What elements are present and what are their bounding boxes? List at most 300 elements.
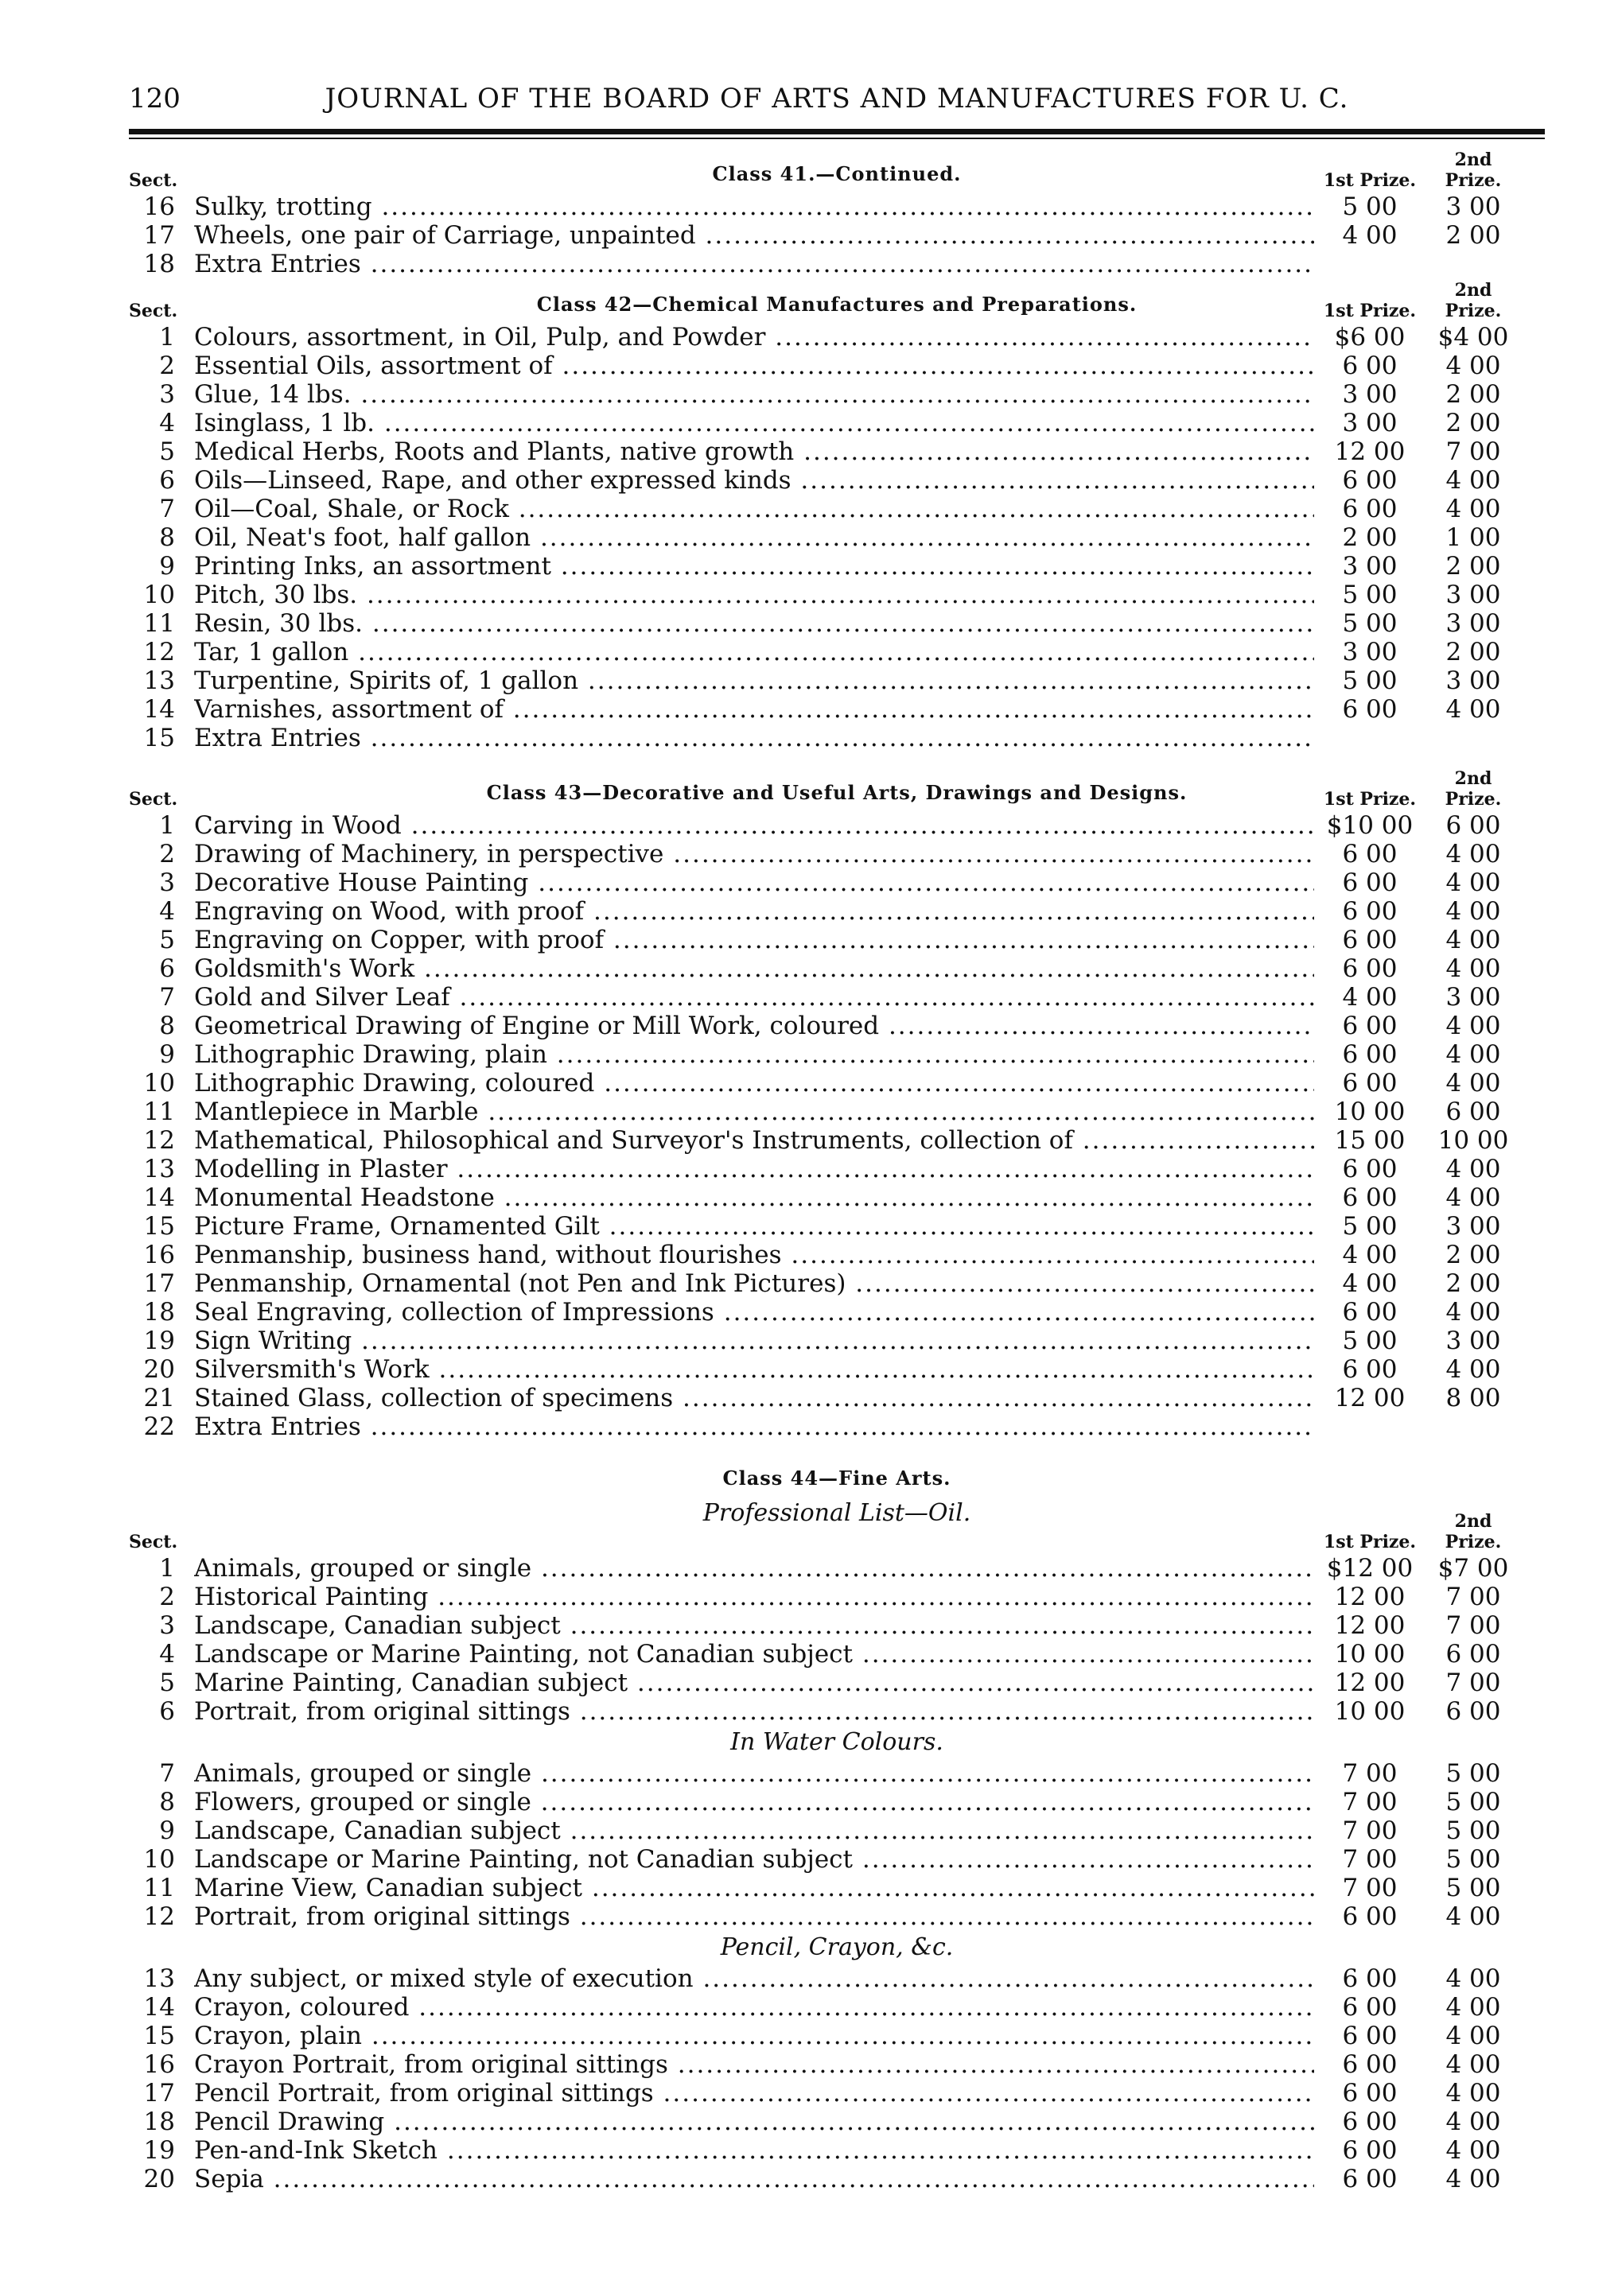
second-prize-amount: 5 00: [1445, 1816, 1501, 1845]
second-prize-column-label: 2nd Prize.: [1445, 1511, 1502, 1552]
second-prize-amount: 3 00: [1445, 581, 1501, 609]
section-number: 15: [143, 724, 175, 752]
entry-name: Turpentine, Spirits of, 1 gallon .....: [194, 666, 1314, 695]
second-prize-amount: 5 00: [1445, 1759, 1501, 1788]
first-prize-amount: 6 00: [1342, 2079, 1398, 2108]
list-item: [129, 1611, 1545, 1640]
class-title: Class 42—Chemical Manufactures and Preparations.: [536, 293, 1138, 316]
second-prize-amount: 3 00: [1445, 1327, 1501, 1355]
section-number: 13: [143, 1155, 175, 1183]
second-prize-amount: 3 00: [1445, 609, 1501, 638]
entry-name: Sulky, trotting .....: [194, 192, 1314, 221]
entry-name: Landscape, Canadian subject .....: [194, 1816, 1314, 1845]
list-item: [129, 811, 1545, 840]
sect-column-label: Sect.: [129, 170, 178, 191]
second-prize-amount: 7 00: [1445, 437, 1501, 466]
second-prize-amount: 6 00: [1445, 1640, 1501, 1669]
list-item: [129, 1964, 1545, 1993]
first-prize-column-label: 1st Prize.: [1323, 1532, 1417, 1552]
section-number: 6: [159, 466, 175, 495]
section-number: 17: [143, 2079, 175, 2108]
section-number: 9: [159, 1040, 175, 1069]
list-item: [129, 2136, 1545, 2165]
first-prize-amount: 4 00: [1342, 983, 1398, 1012]
list-item: [129, 1241, 1545, 1269]
section-number: 15: [143, 2022, 175, 2050]
first-prize-amount: 4 00: [1342, 1241, 1398, 1269]
section-number: 10: [143, 581, 175, 609]
section-number: 4: [159, 1640, 175, 1669]
list-item: [129, 192, 1545, 221]
list-item: [129, 495, 1545, 523]
section-number: 8: [159, 1012, 175, 1040]
list-item: [129, 1412, 1545, 1441]
entry-name: Oils—Linseed, Rape, and other expressed kinds .....: [194, 466, 1314, 495]
sect-column-label: Sect.: [129, 789, 178, 810]
section-number: 17: [143, 221, 175, 250]
second-prize-amount: 4 00: [1445, 2050, 1501, 2079]
second-prize-amount: 2 00: [1445, 1269, 1501, 1298]
first-prize-amount: 6 00: [1342, 1012, 1398, 1040]
second-prize-amount: 4 00: [1445, 495, 1501, 523]
second-prize-amount: 4 00: [1445, 2022, 1501, 2050]
entry-name: Isinglass, 1 lb. .....: [194, 409, 1314, 437]
list-item: [129, 1993, 1545, 2022]
section-header: [129, 150, 1545, 192]
first-prize-amount: 5 00: [1342, 192, 1398, 221]
first-prize-amount: 6 00: [1342, 495, 1398, 523]
list-item: [129, 1816, 1545, 1845]
second-prize-amount: 7 00: [1445, 1583, 1501, 1611]
second-prize-amount: 3 00: [1445, 983, 1501, 1012]
second-prize-amount: 4 00: [1445, 954, 1501, 983]
second-prize-amount: $4 00: [1437, 323, 1509, 352]
first-prize-amount: 6 00: [1342, 466, 1398, 495]
entry-name: Modelling in Plaster .....: [194, 1155, 1314, 1183]
list-item: [129, 1040, 1545, 1069]
section-number: 13: [143, 666, 175, 695]
first-prize-amount: 6 00: [1342, 1183, 1398, 1212]
entry-name: Landscape or Marine Painting, not Canadian subject .....: [194, 1640, 1314, 1669]
first-prize-amount: 3 00: [1342, 638, 1398, 666]
first-prize-column-label: 1st Prize.: [1323, 789, 1417, 810]
section-number: 13: [143, 1964, 175, 1993]
list-item: [129, 1902, 1545, 1931]
list-item: [129, 2022, 1545, 2050]
running-header: [129, 78, 1545, 118]
first-prize-amount: $10 00: [1326, 811, 1414, 840]
entry-name: Extra Entries .....: [194, 724, 1314, 752]
first-prize-amount: 5 00: [1342, 1327, 1398, 1355]
section-header: [129, 280, 1545, 323]
second-prize-amount: 4 00: [1445, 868, 1501, 897]
entry-name: Crayon, coloured .....: [194, 1993, 1314, 2022]
entry-name: Goldsmith's Work .....: [194, 954, 1314, 983]
list-item: [129, 2079, 1545, 2108]
second-prize-amount: 4 00: [1445, 352, 1501, 380]
second-prize-amount: 8 00: [1445, 1384, 1501, 1412]
list-item: [129, 409, 1545, 437]
first-prize-amount: 4 00: [1342, 1269, 1398, 1298]
first-prize-amount: 6 00: [1342, 2022, 1398, 2050]
second-prize-amount: 7 00: [1445, 1669, 1501, 1697]
class-42-section: [129, 280, 1545, 752]
entry-name: Any subject, or mixed style of execution .....: [194, 1964, 1314, 1993]
section-number: 1: [159, 323, 175, 352]
entry-name: Resin, 30 lbs. .....: [194, 609, 1314, 638]
section-number: 2: [159, 352, 175, 380]
second-prize-amount: 4 00: [1445, 897, 1501, 926]
entry-name: Flowers, grouped or single .....: [194, 1788, 1314, 1816]
first-prize-amount: 15 00: [1334, 1126, 1406, 1155]
section-number: 16: [143, 2050, 175, 2079]
list-item: [129, 954, 1545, 983]
entry-name: Picture Frame, Ornamented Gilt .....: [194, 1212, 1314, 1241]
section-number: 14: [143, 695, 175, 724]
list-item: [129, 352, 1545, 380]
list-item: [129, 221, 1545, 250]
first-prize-amount: 6 00: [1342, 1069, 1398, 1097]
entry-name: Tar, 1 gallon .....: [194, 638, 1314, 666]
list-item: [129, 1155, 1545, 1183]
section-number: 19: [143, 1327, 175, 1355]
first-prize-amount: 7 00: [1342, 1816, 1398, 1845]
list-item: [129, 1126, 1545, 1155]
second-prize-amount: 6 00: [1445, 1697, 1501, 1726]
section-number: 12: [143, 1902, 175, 1931]
first-prize-amount: 10 00: [1334, 1697, 1406, 1726]
entry-name: Decorative House Painting .....: [194, 868, 1314, 897]
section-number: 1: [159, 1554, 175, 1583]
list-item: [129, 695, 1545, 724]
second-prize-column-label: 2nd Prize.: [1445, 768, 1502, 810]
list-item: [129, 1788, 1545, 1816]
list-item: [129, 1759, 1545, 1788]
second-prize-amount: 6 00: [1445, 1097, 1501, 1126]
page-number: 120: [129, 83, 181, 115]
entry-name: Gold and Silver Leaf .....: [194, 983, 1314, 1012]
first-prize-amount: 6 00: [1342, 868, 1398, 897]
section-number: 5: [159, 1669, 175, 1697]
section-number: 19: [143, 2136, 175, 2165]
entry-name: Crayon Portrait, from original sittings .....: [194, 2050, 1314, 2079]
list-item: [129, 897, 1545, 926]
entry-name: Printing Inks, an assortment .....: [194, 552, 1314, 581]
section-number: 16: [143, 1241, 175, 1269]
sect-column-label: Sect.: [129, 301, 178, 321]
section-number: 11: [143, 1874, 175, 1902]
second-prize-amount: 4 00: [1445, 2108, 1501, 2136]
list-item: [129, 2050, 1545, 2079]
first-prize-amount: 5 00: [1342, 666, 1398, 695]
list-item: [129, 1583, 1545, 1611]
section-number: 8: [159, 523, 175, 552]
section-number: 4: [159, 409, 175, 437]
second-prize-amount: 4 00: [1445, 2165, 1501, 2193]
first-prize-amount: 6 00: [1342, 926, 1398, 954]
first-prize-column-label: 1st Prize.: [1323, 170, 1417, 191]
section-number: 8: [159, 1788, 175, 1816]
section-number: 16: [143, 192, 175, 221]
entry-name: Animals, grouped or single .....: [194, 1554, 1314, 1583]
section-number: 21: [143, 1384, 175, 1412]
first-prize-amount: 6 00: [1342, 2050, 1398, 2079]
first-prize-amount: 2 00: [1342, 523, 1398, 552]
list-item: [129, 1697, 1545, 1726]
section-header: [129, 768, 1545, 811]
second-prize-amount: 2 00: [1445, 1241, 1501, 1269]
entry-name: Drawing of Machinery, in perspective .....: [194, 840, 1314, 868]
first-prize-amount: 12 00: [1334, 437, 1406, 466]
section-number: 5: [159, 437, 175, 466]
entry-name: Marine Painting, Canadian subject .....: [194, 1669, 1314, 1697]
entry-name: Medical Herbs, Roots and Plants, native growth .....: [194, 437, 1314, 466]
second-prize-amount: 5 00: [1445, 1788, 1501, 1816]
second-prize-amount: 3 00: [1445, 1212, 1501, 1241]
entry-name: Marine View, Canadian subject .....: [194, 1874, 1314, 1902]
entry-name: Oil—Coal, Shale, or Rock .....: [194, 495, 1314, 523]
list-item: [129, 983, 1545, 1012]
first-prize-amount: 10 00: [1334, 1097, 1406, 1126]
list-item: [129, 609, 1545, 638]
second-prize-amount: 4 00: [1445, 1183, 1501, 1212]
first-prize-amount: 6 00: [1342, 1902, 1398, 1931]
entry-name: Extra Entries .....: [194, 250, 1314, 278]
second-prize-amount: 2 00: [1445, 380, 1501, 409]
second-prize-amount: $7 00: [1437, 1554, 1509, 1583]
section-number: 2: [159, 1583, 175, 1611]
second-prize-amount: 4 00: [1445, 1902, 1501, 1931]
first-prize-amount: 4 00: [1342, 221, 1398, 250]
first-prize-amount: 6 00: [1342, 352, 1398, 380]
list-item: [129, 2108, 1545, 2136]
second-prize-amount: 4 00: [1445, 1012, 1501, 1040]
entry-name: Glue, 14 lbs. .....: [194, 380, 1314, 409]
section-number: 18: [143, 1298, 175, 1327]
second-prize-amount: 2 00: [1445, 638, 1501, 666]
section-number: 7: [159, 495, 175, 523]
journal-title: JOURNAL OF THE BOARD OF ARTS AND MANUFACTURES FOR U. C.: [325, 83, 1349, 115]
second-prize-amount: 5 00: [1445, 1845, 1501, 1874]
second-prize-amount: 5 00: [1445, 1874, 1501, 1902]
section-number: 7: [159, 1759, 175, 1788]
section-number: 9: [159, 1816, 175, 1845]
first-prize-amount: 6 00: [1342, 695, 1398, 724]
second-prize-amount: 4 00: [1445, 1964, 1501, 1993]
entry-name: Pencil Drawing .....: [194, 2108, 1314, 2136]
entry-name: Lithographic Drawing, plain .....: [194, 1040, 1314, 1069]
second-prize-amount: 3 00: [1445, 666, 1501, 695]
second-prize-amount: 3 00: [1445, 192, 1501, 221]
section-number: 20: [143, 2165, 175, 2193]
entry-name: Carving in Wood .....: [194, 811, 1314, 840]
entry-name: Monumental Headstone .....: [194, 1183, 1314, 1212]
second-prize-amount: 4 00: [1445, 1298, 1501, 1327]
section-title-row: [129, 1462, 1545, 1497]
list-item: [129, 1874, 1545, 1902]
first-prize-column-label: 1st Prize.: [1323, 301, 1417, 321]
first-prize-amount: 6 00: [1342, 1355, 1398, 1384]
list-item: [129, 840, 1545, 868]
entry-name: Historical Painting .....: [194, 1583, 1314, 1611]
group-subtitle: Professional List—Oil.: [702, 1499, 971, 1527]
second-prize-amount: 7 00: [1445, 1611, 1501, 1640]
section-number: 22: [143, 1412, 175, 1441]
section-number: 14: [143, 1183, 175, 1212]
second-prize-amount: 4 00: [1445, 840, 1501, 868]
second-prize-amount: 2 00: [1445, 552, 1501, 581]
group-subtitle: In Water Colours.: [730, 1728, 943, 1756]
section-number: 15: [143, 1212, 175, 1241]
class-title: Class 43—Decorative and Useful Arts, Drawings and Designs.: [486, 781, 1188, 804]
list-item: [129, 552, 1545, 581]
list-item: [129, 323, 1545, 352]
entry-name: Sepia .....: [194, 2165, 1314, 2193]
entry-name: Extra Entries .....: [194, 1412, 1314, 1441]
list-item: [129, 1183, 1545, 1212]
class-44-section: [129, 1462, 1545, 2193]
entry-name: Wheels, one pair of Carriage, unpainted .....: [194, 221, 1314, 250]
entry-name: Portrait, from original sittings .....: [194, 1697, 1314, 1726]
second-prize-amount: 4 00: [1445, 926, 1501, 954]
entry-name: Seal Engraving, collection of Impressions .....: [194, 1298, 1314, 1327]
entry-name: Pitch, 30 lbs. .....: [194, 581, 1314, 609]
first-prize-amount: 12 00: [1334, 1583, 1406, 1611]
second-prize-amount: 10 00: [1437, 1126, 1509, 1155]
entry-name: Mantlepiece in Marble .....: [194, 1097, 1314, 1126]
list-item: [129, 1298, 1545, 1327]
entry-name: Animals, grouped or single .....: [194, 1759, 1314, 1788]
entry-name: Crayon, plain .....: [194, 2022, 1314, 2050]
section-number: 3: [159, 868, 175, 897]
entry-name: Varnishes, assortment of .....: [194, 695, 1314, 724]
class-title: Class 44—Fine Arts.: [722, 1467, 951, 1490]
first-prize-amount: 12 00: [1334, 1669, 1406, 1697]
list-item: [129, 1212, 1545, 1241]
section-number: 11: [143, 1097, 175, 1126]
header-rule-thin: [129, 138, 1545, 139]
first-prize-amount: 6 00: [1342, 1298, 1398, 1327]
second-prize-amount: 4 00: [1445, 1069, 1501, 1097]
list-item: [129, 437, 1545, 466]
first-prize-amount: 5 00: [1342, 581, 1398, 609]
header-rule-thick: [129, 129, 1545, 134]
class-41-section: [129, 150, 1545, 278]
first-prize-amount: 6 00: [1342, 954, 1398, 983]
second-prize-amount: 4 00: [1445, 1993, 1501, 2022]
section-number: 9: [159, 552, 175, 581]
second-prize-amount: 1 00: [1445, 523, 1501, 552]
section-number: 7: [159, 983, 175, 1012]
entry-name: Landscape or Marine Painting, not Canadian subject .....: [194, 1845, 1314, 1874]
first-prize-amount: 7 00: [1342, 1788, 1398, 1816]
entry-name: Silversmith's Work .....: [194, 1355, 1314, 1384]
first-prize-amount: 7 00: [1342, 1759, 1398, 1788]
section-number: 6: [159, 1697, 175, 1726]
list-item: [129, 724, 1545, 752]
list-item: [129, 523, 1545, 552]
second-prize-column-label: 2nd Prize.: [1445, 280, 1502, 321]
list-item: [129, 581, 1545, 609]
entry-name: Geometrical Drawing of Engine or Mill Work, coloured .....: [194, 1012, 1314, 1040]
first-prize-amount: 6 00: [1342, 1964, 1398, 1993]
section-number: 12: [143, 1126, 175, 1155]
entry-name: Penmanship, Ornamental (not Pen and Ink Pictures) .....: [194, 1269, 1314, 1298]
list-item: [129, 380, 1545, 409]
section-number: 1: [159, 811, 175, 840]
section-number: 10: [143, 1845, 175, 1874]
entry-name: Essential Oils, assortment of .....: [194, 352, 1314, 380]
second-prize-amount: 4 00: [1445, 2136, 1501, 2165]
first-prize-amount: 6 00: [1342, 1993, 1398, 2022]
list-item: [129, 466, 1545, 495]
second-prize-column-label: 2nd Prize.: [1445, 150, 1502, 191]
list-item: [129, 1069, 1545, 1097]
section-number: 2: [159, 840, 175, 868]
first-prize-amount: 10 00: [1334, 1640, 1406, 1669]
first-prize-amount: 6 00: [1342, 897, 1398, 926]
list-item: [129, 1845, 1545, 1874]
class-43-section: [129, 768, 1545, 1441]
entry-name: Stained Glass, collection of specimens .....: [194, 1384, 1314, 1412]
list-item: [129, 1669, 1545, 1697]
entry-name: Sign Writing .....: [194, 1327, 1314, 1355]
entry-name: Mathematical, Philosophical and Surveyor's Instruments, collection of .....: [194, 1126, 1314, 1155]
section-number: 3: [159, 380, 175, 409]
first-prize-amount: 6 00: [1342, 2136, 1398, 2165]
list-item: [129, 1012, 1545, 1040]
second-prize-amount: 4 00: [1445, 695, 1501, 724]
list-item: [129, 926, 1545, 954]
class-title: Class 41.—Continued.: [712, 162, 962, 185]
first-prize-amount: 5 00: [1342, 609, 1398, 638]
first-prize-amount: 6 00: [1342, 1040, 1398, 1069]
list-item: [129, 1269, 1545, 1298]
second-prize-amount: 6 00: [1445, 811, 1501, 840]
entry-name: Pen-and-Ink Sketch .....: [194, 2136, 1314, 2165]
list-item: [129, 1384, 1545, 1412]
second-prize-amount: 2 00: [1445, 409, 1501, 437]
entry-name: Pencil Portrait, from original sittings .....: [194, 2079, 1314, 2108]
section-number: 18: [143, 2108, 175, 2136]
first-prize-amount: 6 00: [1342, 2165, 1398, 2193]
second-prize-amount: 4 00: [1445, 466, 1501, 495]
entry-name: Penmanship, business hand, without flourishes .....: [194, 1241, 1314, 1269]
entry-name: Colours, assortment, in Oil, Pulp, and Powder .....: [194, 323, 1314, 352]
entry-name: Portrait, from original sittings .....: [194, 1902, 1314, 1931]
entry-name: Oil, Neat's foot, half gallon .....: [194, 523, 1314, 552]
first-prize-amount: 12 00: [1334, 1611, 1406, 1640]
list-item: [129, 1327, 1545, 1355]
second-prize-amount: 4 00: [1445, 1355, 1501, 1384]
section-number: 10: [143, 1069, 175, 1097]
list-item: [129, 1097, 1545, 1126]
sect-column-label: Sect.: [129, 1532, 178, 1552]
second-prize-amount: 4 00: [1445, 1155, 1501, 1183]
second-prize-amount: 2 00: [1445, 221, 1501, 250]
list-item: [129, 1640, 1545, 1669]
first-prize-amount: 6 00: [1342, 840, 1398, 868]
entry-name: Engraving on Wood, with proof .....: [194, 897, 1314, 926]
section-number: 11: [143, 609, 175, 638]
list-item: [129, 638, 1545, 666]
list-item: [129, 1355, 1545, 1384]
list-item: [129, 2165, 1545, 2193]
first-prize-amount: 12 00: [1334, 1384, 1406, 1412]
section-number: 5: [159, 926, 175, 954]
group-subtitle: Pencil, Crayon, &c.: [720, 1933, 954, 1961]
first-prize-amount: 5 00: [1342, 1212, 1398, 1241]
